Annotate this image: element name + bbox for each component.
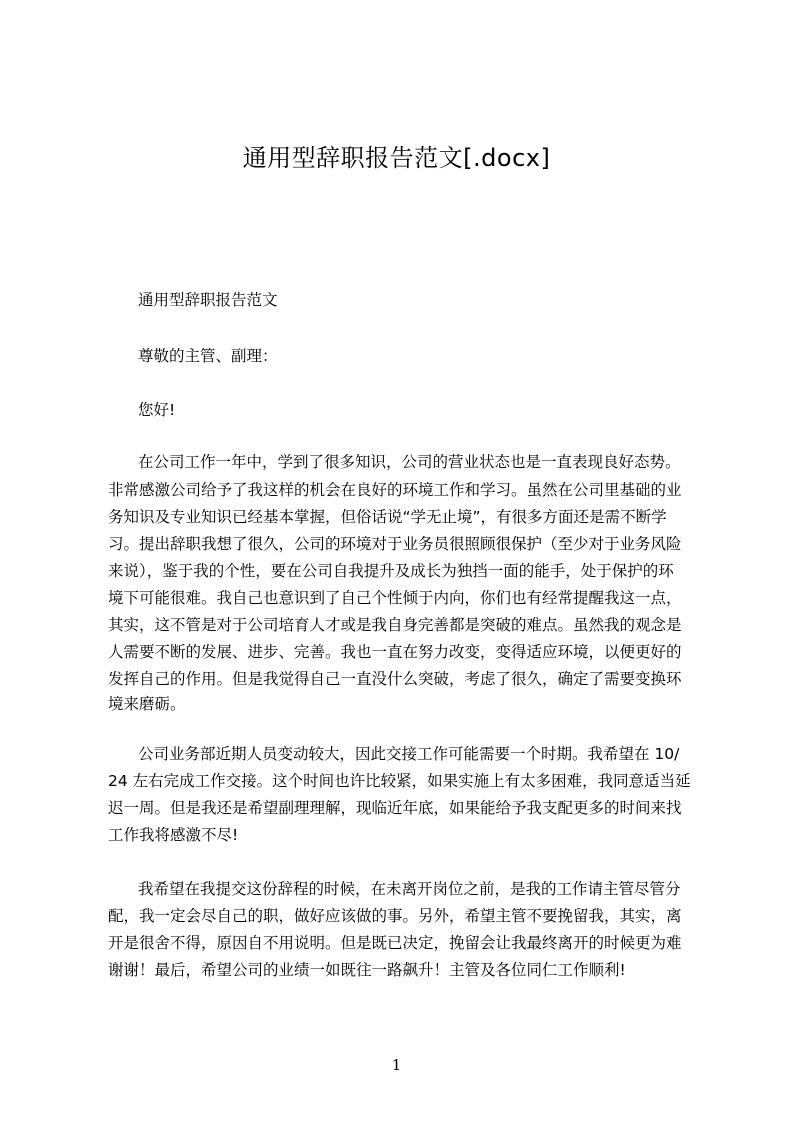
paragraph-line: 务知识及专业知识已经基本掌握，但俗话说“学无止境”，有很多方面还是需不断学 [108,508,667,526]
paragraph-line: 习。提出辞职我想了很久，公司的环境对于业务员很照顾很保护（至少对于业务风险 [108,535,682,553]
paragraph-line: 在公司工作一年中，学到了很多知识，公司的营业状态也是一直表现良好态势。 [138,453,681,471]
paragraph-line: 迟一周。但是我还是希望副理理解，现临近年底，如果能给予我支配更多的时间来找 [108,799,682,817]
paragraph-line: 其实，这不管是对于公司培育人才或是我自身完善都是突破的难点。虽然我的观念是 [108,616,682,634]
paragraph-line: 非常感激公司给予了我这样的机会在良好的环境工作和学习。虽然在公司里基础的业 [108,481,682,499]
document-title: 通用型辞职报告范文[.docx] [242,144,551,172]
paragraph-line: 我希望在我提交这份辞程的时候，在未离开岗位之前，是我的工作请主管尽管分 [138,880,681,898]
paragraph-line: 境下可能很难。我自己也意识到了自己个性倾于内向，你们也有经常提醒我这一点， [108,589,682,607]
paragraph-line: 开是很舍不得，原因自不用说明。但是既已决定，挽留会让我最终离开的时候更为难 [108,934,682,952]
paragraph-line: 24 左右完成工作交接。这个时间也许比较紧，如果实施上有太多困难，我同意适当延 [108,772,691,790]
paragraph-line: 配，我一定会尽自己的职，做好应该做的事。另外，希望主管不要挽留我，其实，离 [108,907,682,925]
paragraph-line: 发挥自己的作用。但是我觉得自己一直没什么突破，考虑了很久，确定了需要变换环 [108,670,682,688]
paragraph-line: 境来磨砺。 [108,695,186,713]
paragraph-line: 工作我将感激不尽! [108,826,239,844]
greeting: 您好! [138,401,176,419]
paragraph-line: 人需要不断的发展、进步、完善。我也一直在努力改变，变得适应环境，以便更好的 [108,643,682,661]
page-number: 1 [391,1056,402,1074]
paragraph-line: 来说），鉴于我的个性，要在公司自我提升及成长为独挡一面的能手，处于保护的环 [108,562,674,580]
body-heading: 通用型辞职报告范文 [138,291,278,309]
paragraph-line: 谢谢！最后，希望公司的业绩一如既往一路飙升！主管及各位同仁工作顺利! [108,961,626,979]
salutation: 尊敬的主管、副理： [138,347,278,365]
paragraph-line: 公司业务部近期人员变动较大，因此交接工作可能需要一个时期。我希望在 10/ [138,745,680,763]
